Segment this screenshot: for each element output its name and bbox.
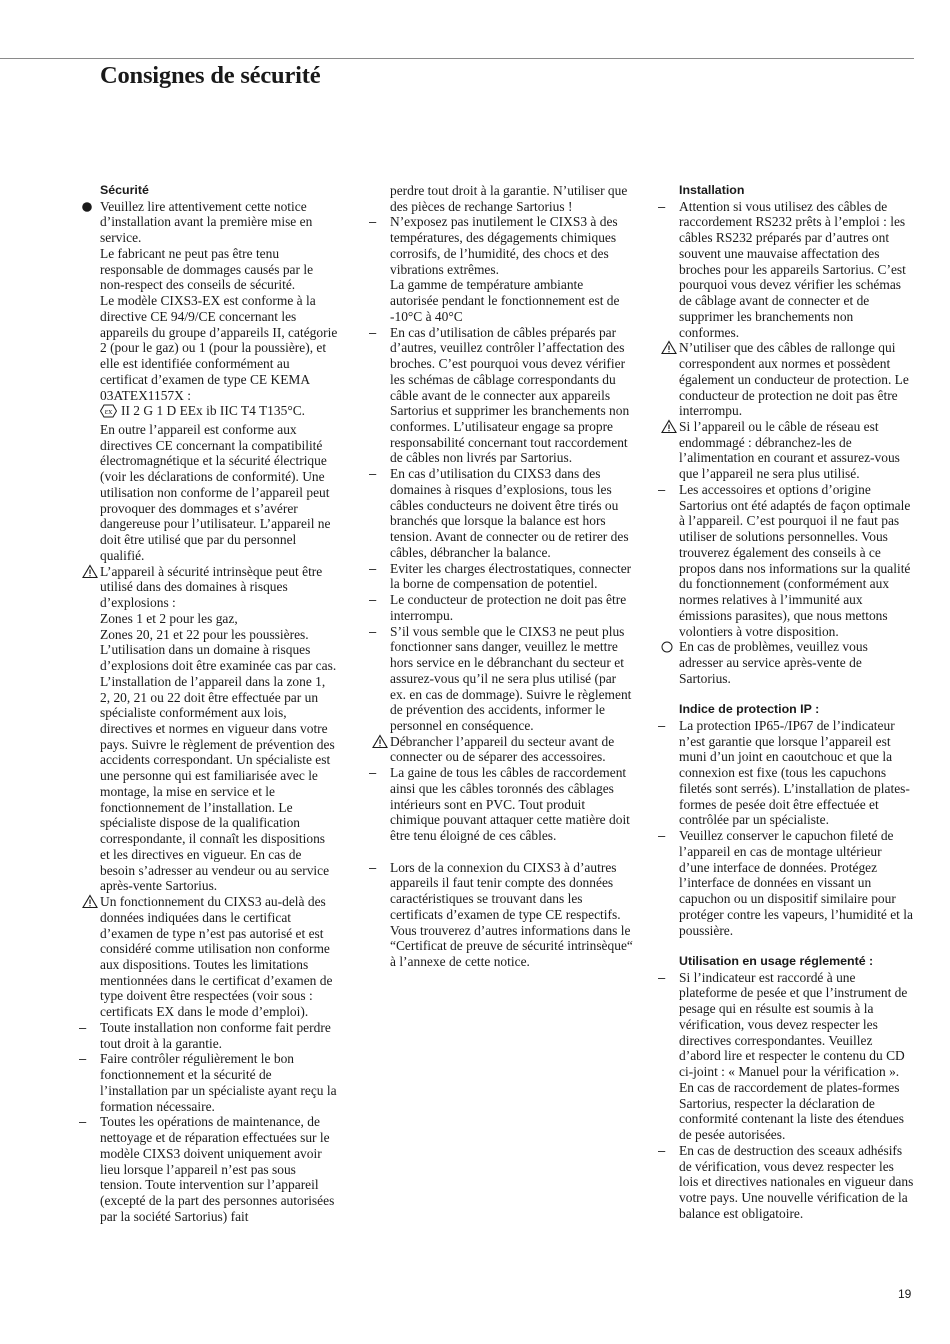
dash-marker: – [658, 969, 666, 985]
dash-marker: – [369, 560, 377, 576]
warning-text: N’utiliser que des câbles de rallonge qui correspondent aux normes et possèdent également un conducteur de protection. Le conducteur de protection ne doit pas être interrompu. [679, 340, 909, 419]
warning-item [679, 419, 915, 482]
zones-poussieres: Zones 20, 21 et 22 pour les poussières. [100, 626, 309, 642]
dash-item [369, 214, 633, 324]
dash-text: Faire contrôler régulièrement le bon fonctionnement et la sécurité de l’installation par un spécialiste ayant reçu la formation nécessaire. [100, 1051, 337, 1114]
dash-marker: – [369, 592, 377, 608]
warning-text: Débrancher l’appareil du secteur avant de connecter ou de séparer des accessoires. [390, 733, 615, 765]
dash-marker: – [369, 324, 377, 340]
dash-item [369, 592, 633, 623]
dash-marker: – [369, 765, 377, 781]
dash-item [658, 717, 915, 828]
spacer [390, 844, 633, 860]
dash-item [658, 198, 915, 341]
top-rule [0, 58, 914, 59]
filled-bullet-icon [82, 199, 98, 214]
dash-text: Si l’indicateur est raccordé à une plateforme de pesée et que l’instrument de pesage qui en résulte est soumis à la vérification, vous devez respecter les directives correspondantes. Veuillez d’abord lire et respecter le contenu du CD ci-joint : « Manuel pour la vérification ». En cas de raccordement de plates-formes Sartorius, respecter la déclaration de conformité contenant la liste des étendues de pesée autorisées. [679, 969, 908, 1143]
warning-triangle-icon [82, 564, 98, 579]
dash-text: S’il vous semble que le CIXS3 ne peut plus fonctionner sans danger, veuillez le mettre hors service en le débranchant du secteur et assurez-vous qu’il ne sera plus utilisé (par ex. en cas de dommage). Suivre le règlement de prévention des accidents, informer le personnel en conséquence. [390, 623, 632, 733]
heading-securite: Sécurité [100, 183, 149, 197]
dash-item [79, 1051, 338, 1114]
dash-item [369, 859, 633, 970]
dash-text: Toute installation non conforme fait perdre tout droit à la garantie. [100, 1019, 331, 1051]
open-circle-icon [661, 639, 677, 654]
warning-text-cont: L’utilisation dans un domaine à risques d’explosions doit être examinée cas par cas. L’installation de l’appareil dans la zone 1, 2, 20, 21 ou 22 doit être effectuée par un spécialiste conformément aux lois, directives et normes en vigueur dans votre pays. Suivre le règlement de prévention des accidents correspondant. Un spécialiste est une personne qui est familiarisée avec le montage, la mise en service et le fonctionnement de l’installation. Le spécialiste dispose de la qualification correspondante, il connaît les dispositions et les directives en vigueur. En cas de besoin s’adresser au vendeur ou au service après-vente Sartorius. [100, 642, 337, 894]
warning-item [679, 340, 915, 419]
dash-item [369, 466, 633, 560]
dash-text: Eviter les charges électrostatiques, connecter la borne de compensation de potentiel. [390, 560, 632, 592]
spacer [679, 938, 915, 954]
ex-marking-line [100, 403, 338, 422]
info-item [679, 639, 915, 686]
dash-item [79, 1019, 338, 1051]
temperature-range: La gamme de température ambiante autorisée pendant le fonctionnement est de -10°C à 40°C [390, 277, 620, 324]
warning-triangle-icon [82, 894, 98, 909]
zones-gaz: Zones 1 et 2 pour les gaz, [100, 610, 238, 626]
warning-triangle-icon [661, 419, 677, 434]
dash-text: Attention si vous utilisez des câbles de raccordement RS232 prêts à l’emploi : les câbles RS232 préparés par d’autres ont souvent une mauvaise affectation des broches pour les appareils Sartorius. C’est pourquoi vous devez vérifier les schémas de câblage avant de connecter et de supprimer les branchements non conformes. [679, 198, 906, 340]
dash-marker: – [79, 1051, 87, 1067]
warning-text: Si l’appareil ou le câble de réseau est endommagé : débranchez-les de l’alimentation en courant et assurez-vous que l’appareil ne sera plus utilisé. [679, 419, 900, 482]
dash-marker: – [79, 1114, 87, 1130]
bullet-item [100, 199, 338, 246]
dash-text: Toutes les opérations de maintenance, de nettoyage et de réparation effectuées sur le modèle CIXS3 doivent uniquement avoir lieu lorsque l’appareil n’est pas sous tension. Toute intervention sur l’appareil (excepté de la part des personnes autorisées par la société Sartorius) fait [100, 1114, 335, 1224]
ex-hexagon-icon [100, 404, 117, 422]
dash-marker: – [369, 466, 377, 482]
dash-item [658, 969, 915, 1143]
dash-marker: – [658, 1142, 666, 1158]
dash-item [369, 765, 633, 844]
dash-text: Lors de la connexion du CIXS3 à d’autres appareils il faut tenir compte des données caractéristiques se trouvant dans les certificats d’examen de type CE respectifs. Vous trouverez d’autres informations dans le “Certificat de preuve de sécurité intrinsèque“ à l’annexe de cette notice. [390, 859, 633, 969]
svg-text:εx: εx [104, 406, 113, 417]
para-modele: Le modèle CIXS3-EX est conforme à la directive CE 94/9/CE concernant les appareils du groupe d’appareils II, catégorie 2 (pour le gaz) ou 1 (pour la poussière), et elle est identifiée conformément au certificat d’examen de type CE KEMA 03ATEX1157X : [100, 293, 338, 403]
heading-indice-protection: Indice de protection IP : [679, 702, 820, 717]
warning-text: L’appareil à sécurité intrinsèque peut être utilisé dans des domaines à risques d’explosions : [100, 563, 323, 611]
dash-marker: – [369, 623, 377, 639]
dash-text: La protection IP65-/IP67 de l’indicateur n’est garantie que lorsque l’appareil est muni d’un joint en caoutchouc et que la connexion est fixe (tous les capuchons filetés sont serrés). L’installation de plates-formes de pesée doit être effectuée et contrôlée par un spécialiste. [679, 717, 910, 828]
warning-item [100, 564, 338, 894]
continued-text: perdre tout droit à la garantie. N’utiliser que des pièces de rechange Sartorius ! [390, 183, 628, 214]
heading-installation: Installation [679, 183, 745, 197]
para-outre: En outre l’appareil est conforme aux directives CE concernant la compatibilité électromagnétique et la sécurité électrique (voir les déclarations de conformité). Une utilisation non conforme de l’appareil peut provoquer des dommages et s’avérer dangereuse pour l’utilisateur. L’appareil ne doit être utilisé que par du personnel qualifié. [100, 422, 331, 563]
dash-text: Veuillez conserver le capuchon fileté de l’appareil en cas de montage ultérieur d’une interface de données. Protégez l’interface de données en vissant un capuchon ou un dispositif similaire pour protéger contre les vapeurs, l’humidité et la poussière. [679, 828, 913, 938]
column-1 [79, 183, 338, 1224]
dash-text: En cas d’utilisation du CIXS3 dans des domaines à risques d’explosions, tous les câbles conducteurs ne doivent être tirés ou branchés que lorsque la balance est hors tension. Avant de connecter ou de retirer des câbles, débrancher la balance. [390, 466, 629, 560]
dash-item [658, 481, 915, 639]
dash-text: En cas de destruction des sceaux adhésifs de vérification, vous devez respecter les lois et directives nationales en vigueur dans votre pays. Une nouvelle vérification de la balance est obligatoire. [679, 1142, 914, 1221]
dash-text: En cas d’utilisation de câbles préparés par d’autres, veuillez contrôler l’affectation des broches. C’est pourquoi vous devez vérifier les schémas de câblage correspondants du câble avant de le connecter aux appareils Sartorius et supprimer les branchements non conformes. L’utilisateur engage sa propre responsabilité concernant tout raccordement de câbles non livrés par Sartorius. [390, 324, 630, 466]
dash-marker: – [658, 717, 666, 733]
dash-text: N’exposez pas inutilement le CIXS3 à des températures, des dégagements chimiques corrosifs, de l’humidité, des chocs et des vibrations extrêmes. [390, 214, 618, 277]
dash-item [369, 324, 633, 467]
info-text: En cas de problèmes, veuillez vous adresser au service après-vente de Sartorius. [679, 639, 868, 686]
warning-triangle-icon [372, 734, 388, 749]
dash-marker: – [658, 828, 666, 844]
dash-item [658, 828, 915, 938]
dash-text: Le conducteur de protection ne doit pas être interrompu. [390, 592, 627, 623]
dash-marker: – [658, 481, 666, 497]
warning-triangle-icon [661, 340, 677, 355]
para-fabricant: Le fabricant ne peut pas être tenu responsable de dommages causés par le non-respect des conseils de sécurité. [100, 245, 314, 293]
dash-item [658, 1142, 915, 1222]
warning-item [390, 734, 633, 765]
spacer [679, 687, 915, 703]
dash-item [79, 1114, 338, 1224]
dash-item [369, 560, 633, 592]
heading-usage-reglemente: Utilisation en usage réglementé : [679, 953, 874, 968]
dash-marker: – [369, 859, 377, 875]
page-number: 19 [898, 1287, 912, 1301]
ex-marking-text: II 2 G 1 D EEx ib IIC T4 T135°C. [121, 403, 306, 419]
dash-text: La gaine de tous les câbles de raccordement ainsi que les câbles toronnés des câblages intérieurs sont en PVC. Tout produit chimique pouvant attaquer cette matière doit être tenu éloigné de ces câbles. [390, 765, 630, 844]
page-title: Consignes de sécurité [100, 62, 321, 89]
column-2 [369, 183, 633, 970]
warning-text: Un fonctionnement du CIXS3 au-delà des données indiquées dans le certificat d’examen de type n’est pas autorisé et est considéré comme utilisation non conforme aux dispositions. Toutes les limitations mentionnées dans le certificat d’examen de type doivent être respectées (voir sous : certificats EX dans le mode d’emploi). [100, 894, 333, 1020]
dash-item [369, 623, 633, 734]
dash-text: Les accessoires et options d’origine Sartorius ont été adaptés de façon optimale à l’appareil. C’est pourquoi il ne faut pas utiliser de solutions personnelles. Vous trouverez également des conseils à ce propos dans nos informations sur la qualité du fonctionnement (conformément aux normes relatives à l’immunité aux émissions parasites), que nous mettons volontiers à votre disposition. [679, 481, 911, 639]
bullet-text: Veuillez lire attentivement cette notice d’installation avant la première mise en service. [100, 198, 313, 246]
dash-marker: – [369, 214, 377, 230]
dash-marker: – [79, 1019, 87, 1035]
column-3 [658, 183, 915, 1221]
warning-item [100, 894, 338, 1020]
dash-marker: – [658, 198, 666, 214]
